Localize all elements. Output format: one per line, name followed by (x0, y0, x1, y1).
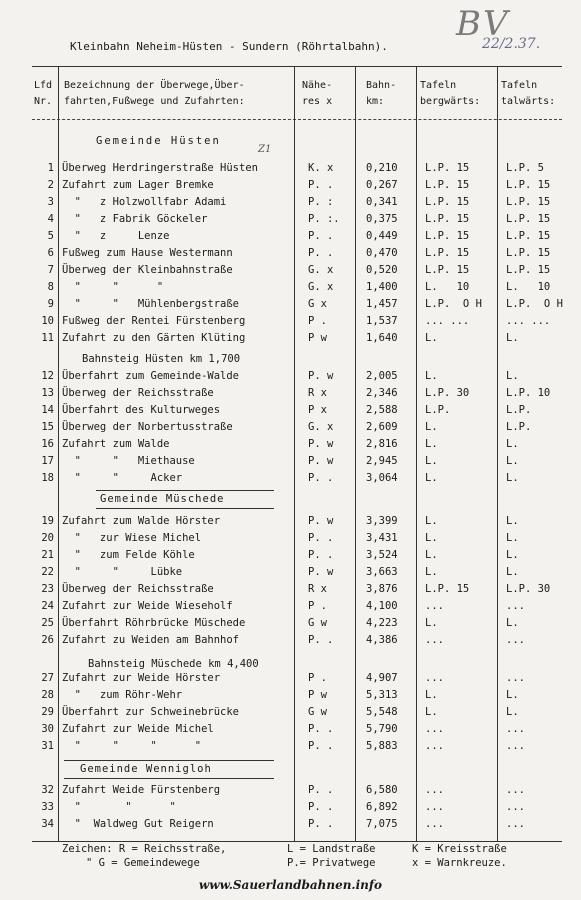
row-signs-downhill: ... (506, 600, 525, 612)
row-description: " " " " (62, 740, 202, 752)
row-near-code: P. . (308, 247, 334, 259)
table-row (0, 799, 581, 816)
row-near-code: R x (308, 387, 327, 399)
row-signs-downhill: ... (506, 801, 525, 813)
row-km: 0,341 (366, 196, 398, 208)
row-signs-downhill: L. 10 (506, 281, 551, 293)
row-signs-uphill: L.P. 15 (425, 179, 470, 191)
row-km: 2,005 (366, 370, 398, 382)
row-signs-downhill: L. (506, 532, 519, 544)
row-near-code: P. w (308, 438, 334, 450)
table-row (0, 816, 581, 833)
row-km: 1,640 (366, 332, 398, 344)
row-description: Zufahrt zum Walde (62, 438, 170, 450)
row-km: 7,075 (366, 818, 398, 830)
row-km: 2,588 (366, 404, 398, 416)
row-number: 33 (41, 801, 54, 813)
row-km: 2,816 (366, 438, 398, 450)
row-number: 12 (41, 370, 54, 382)
row-number: 14 (41, 404, 54, 416)
row-km: 0,449 (366, 230, 398, 242)
row-number: 26 (41, 634, 54, 646)
row-near-code: P. w (308, 515, 334, 527)
row-signs-uphill: L.P. 15 (425, 264, 470, 276)
hand-annotation: Z1 (258, 144, 272, 155)
row-description: Fußweg der Rentei Fürstenberg (62, 315, 246, 327)
row-number: 7 (47, 264, 54, 276)
row-number: 16 (41, 438, 54, 450)
row-km: 1,537 (366, 315, 398, 327)
row-near-code: P. . (308, 784, 334, 796)
row-near-code: P. w (308, 455, 334, 467)
row-near-code: K. x (308, 162, 334, 174)
table-row (0, 547, 581, 564)
row-signs-downhill: ... (506, 634, 525, 646)
row-number: 24 (41, 600, 54, 612)
row-description: Zufahrt zum Walde Hörster (62, 515, 221, 527)
row-number: 25 (41, 617, 54, 629)
row-number: 1 (47, 162, 54, 174)
row-description: " " Miethause (62, 455, 195, 467)
footer-url: www.Sauerlandbahnen.info (198, 878, 383, 892)
row-number: 27 (41, 672, 54, 684)
row-signs-downhill: L.P. (506, 421, 532, 433)
row-signs-uphill: L.P. 30 (425, 387, 470, 399)
header-km: Bahn- km: (366, 80, 397, 107)
row-number: 10 (41, 315, 54, 327)
row-signs-uphill: ... ... (425, 315, 470, 327)
row-signs-uphill: L. (425, 617, 438, 629)
row-near-code: P x (308, 404, 327, 416)
row-signs-downhill: ... (506, 784, 525, 796)
row-signs-uphill: L. (425, 549, 438, 561)
row-number: 32 (41, 784, 54, 796)
row-signs-uphill: L. (425, 706, 438, 718)
row-near-code: P. . (308, 472, 334, 484)
row-description: Überfahrt des Kulturweges (62, 404, 221, 416)
row-near-code: P. : (308, 196, 334, 208)
row-km: 3,064 (366, 472, 398, 484)
table-row (0, 470, 581, 487)
table-row (0, 160, 581, 177)
stamp-mark: BV (456, 4, 510, 44)
table-row (0, 296, 581, 313)
row-signs-downhill: L.P. 15 (506, 213, 551, 225)
table-row (0, 245, 581, 262)
row-signs-downhill: L.P. 30 (506, 583, 551, 595)
row-signs-uphill: L.P. 15 (425, 583, 470, 595)
row-description: " " " (62, 281, 164, 293)
table-row (0, 436, 581, 453)
table-row (0, 721, 581, 738)
row-signs-downhill: L. (506, 438, 519, 450)
row-km: 1,400 (366, 281, 398, 293)
row-km: 0,470 (366, 247, 398, 259)
row-near-code: P. . (308, 723, 334, 735)
row-description: " zur Wiese Michel (62, 532, 202, 544)
table-row (0, 530, 581, 547)
table-row (0, 385, 581, 402)
row-signs-uphill: L. (425, 566, 438, 578)
row-number: 22 (41, 566, 54, 578)
row-signs-downhill: L. (506, 566, 519, 578)
row-description: " " Lübke (62, 566, 183, 578)
row-signs-downhill: L.P. 15 (506, 264, 551, 276)
header-nr: Lfd Nr. (34, 80, 53, 107)
row-signs-uphill: L. (425, 515, 438, 527)
row-description: " z Fabrik Göckeler (62, 213, 208, 225)
row-number: 6 (47, 247, 54, 259)
row-description: Zufahrt zu den Gärten Klüting (62, 332, 246, 344)
row-near-code: P. . (308, 740, 334, 752)
row-description: " z Lenze (62, 230, 170, 242)
row-number: 9 (47, 298, 54, 310)
row-number: 11 (41, 332, 54, 344)
table-row (0, 513, 581, 530)
section-rule (64, 778, 274, 779)
header-berg: Tafeln bergwärts: (420, 80, 481, 107)
row-near-code: P. . (308, 549, 334, 561)
row-signs-uphill: L. (425, 472, 438, 484)
row-near-code: P . (308, 315, 327, 327)
row-signs-downhill: ... (506, 723, 525, 735)
row-number: 8 (47, 281, 54, 293)
table-row (0, 738, 581, 755)
row-near-code: P. :. (308, 213, 340, 225)
header-desc: Bezeichnung der Überwege,Über- fahrten,Fußwege und Zufahrten: (64, 80, 245, 107)
row-signs-downhill: ... (506, 818, 525, 830)
row-near-code: P w (308, 689, 327, 701)
row-description: Zufahrt zum Lager Bremke (62, 179, 214, 191)
row-near-code: P . (308, 600, 327, 612)
row-signs-downhill: L. (506, 472, 519, 484)
row-signs-downhill: L.P. 15 (506, 247, 551, 259)
row-description: Zufahrt zur Weide Wieseholf (62, 600, 233, 612)
row-signs-downhill: L.P. 15 (506, 230, 551, 242)
row-description: Überfahrt zur Schweinebrücke (62, 706, 240, 718)
row-signs-uphill: L.P. 15 (425, 230, 470, 242)
table-row (0, 704, 581, 721)
row-km: 4,223 (366, 617, 398, 629)
row-signs-downhill: L.P. 15 (506, 196, 551, 208)
row-description: Zufahrt zur Weide Michel (62, 723, 214, 735)
row-near-code: G w (308, 706, 327, 718)
table-row (0, 330, 581, 347)
date-note: 22/2.37. (482, 36, 541, 52)
row-description: Überweg der Reichsstraße (62, 387, 214, 399)
row-signs-uphill: L.P. 15 (425, 247, 470, 259)
row-km: 4,100 (366, 600, 398, 612)
row-signs-uphill: L.P. 15 (425, 162, 470, 174)
table-row (0, 368, 581, 385)
row-number: 20 (41, 532, 54, 544)
row-number: 21 (41, 549, 54, 561)
row-km: 5,313 (366, 689, 398, 701)
table-row (0, 402, 581, 419)
table-row (0, 581, 581, 598)
row-km: 0,267 (366, 179, 398, 191)
row-signs-uphill: L. (425, 455, 438, 467)
table-top-rule (32, 66, 562, 67)
row-signs-downhill: ... (506, 740, 525, 752)
table-row (0, 419, 581, 436)
document-title: Kleinbahn Neheim-Hüsten - Sundern (Röhrtalbahn). (70, 40, 388, 53)
row-description: " " Mühlenbergstraße (62, 298, 240, 310)
row-km: 2,945 (366, 455, 398, 467)
table-row (0, 453, 581, 470)
row-signs-uphill: L. (425, 370, 438, 382)
row-signs-downhill: L. (506, 455, 519, 467)
row-signs-uphill: L. (425, 332, 438, 344)
table-row (0, 615, 581, 632)
row-signs-downhill: L. (506, 370, 519, 382)
row-signs-uphill: ... (425, 784, 444, 796)
row-near-code: G w (308, 617, 327, 629)
row-km: 0,375 (366, 213, 398, 225)
row-description: " Waldweg Gut Reigern (62, 818, 214, 830)
row-signs-downhill: L. (506, 617, 519, 629)
row-description: " zum Röhr-Wehr (62, 689, 183, 701)
row-near-code: R x (308, 583, 327, 595)
row-km: 4,386 (366, 634, 398, 646)
row-signs-downhill: ... ... (506, 315, 551, 327)
row-near-code: G. x (308, 264, 334, 276)
row-signs-uphill: L.P. (425, 404, 451, 416)
section-heading-huesten: Gemeinde Hüsten (96, 135, 221, 147)
row-signs-downhill: L.P. O H (506, 298, 563, 310)
row-near-code: P w (308, 332, 327, 344)
table-row (0, 177, 581, 194)
row-number: 18 (41, 472, 54, 484)
row-signs-downhill: L.P. 5 (506, 162, 544, 174)
table-row (0, 598, 581, 615)
table-row (0, 313, 581, 330)
row-near-code: P. . (308, 532, 334, 544)
table-row (0, 279, 581, 296)
row-signs-uphill: ... (425, 740, 444, 752)
row-signs-downhill: L. (506, 549, 519, 561)
row-km: 0,210 (366, 162, 398, 174)
row-km: 3,431 (366, 532, 398, 544)
header-tal: Tafeln talwärts: (501, 80, 556, 107)
row-description: " z Holzwollfabr Adami (62, 196, 227, 208)
table-row (0, 632, 581, 649)
row-signs-uphill: ... (425, 634, 444, 646)
row-number: 3 (47, 196, 54, 208)
row-km: 1,457 (366, 298, 398, 310)
row-signs-downhill: L.P. 15 (506, 179, 551, 191)
row-number: 17 (41, 455, 54, 467)
row-number: 13 (41, 387, 54, 399)
row-km: 3,663 (366, 566, 398, 578)
row-signs-downhill: L.P. (506, 404, 532, 416)
row-signs-uphill: L. (425, 689, 438, 701)
row-near-code: P. . (308, 230, 334, 242)
row-number: 29 (41, 706, 54, 718)
row-near-code: P. . (308, 818, 334, 830)
row-description: Überweg Herdringerstraße Hüsten (62, 162, 258, 174)
row-number: 4 (47, 213, 54, 225)
row-signs-downhill: L. (506, 515, 519, 527)
row-description: " " Acker (62, 472, 183, 484)
row-near-code: G x (308, 298, 327, 310)
table-row (0, 228, 581, 245)
table-row (0, 782, 581, 799)
row-description: Zufahrt zu Weiden am Bahnhof (62, 634, 240, 646)
legend-line-1: Zeichen: R = Reichsstraße, L = Landstraße K = Kreisstraße (62, 843, 507, 855)
row-near-code: G. x (308, 281, 334, 293)
row-number: 23 (41, 583, 54, 595)
station-muschede: Bahnsteig Müschede km 4,400 (88, 658, 259, 670)
row-signs-downhill: L.P. 10 (506, 387, 551, 399)
row-number: 31 (41, 740, 54, 752)
row-signs-uphill: L. (425, 438, 438, 450)
row-km: 5,883 (366, 740, 398, 752)
row-description: Überweg der Norbertusstraße (62, 421, 233, 433)
row-signs-uphill: L.P. 15 (425, 196, 470, 208)
row-description: Überweg der Reichsstraße (62, 583, 214, 595)
row-near-code: P. w (308, 566, 334, 578)
row-near-code: P . (308, 672, 327, 684)
row-description: " zum Felde Köhle (62, 549, 195, 561)
table-row (0, 687, 581, 704)
legend-line-2: " G = Gemeindewege P.= Privatwege x = Warnkreuze. (86, 857, 507, 869)
row-signs-uphill: ... (425, 818, 444, 830)
row-description: Zufahrt Weide Fürstenberg (62, 784, 221, 796)
row-km: 3,399 (366, 515, 398, 527)
row-km: 4,907 (366, 672, 398, 684)
row-km: 5,548 (366, 706, 398, 718)
table-row (0, 564, 581, 581)
row-number: 15 (41, 421, 54, 433)
row-number: 19 (41, 515, 54, 527)
row-signs-uphill: L.P. O H (425, 298, 482, 310)
row-signs-downhill: L. (506, 689, 519, 701)
header-rule (32, 119, 562, 120)
row-km: 6,580 (366, 784, 398, 796)
row-km: 0,520 (366, 264, 398, 276)
row-description: Überweg der Kleinbahnstraße (62, 264, 233, 276)
row-near-code: G. x (308, 421, 334, 433)
row-number: 30 (41, 723, 54, 735)
row-number: 28 (41, 689, 54, 701)
row-signs-uphill: L. (425, 421, 438, 433)
row-number: 34 (41, 818, 54, 830)
row-km: 2,346 (366, 387, 398, 399)
row-km: 2,609 (366, 421, 398, 433)
section-heading-wennigloh: Gemeinde Wennigloh (80, 763, 212, 775)
row-km: 6,892 (366, 801, 398, 813)
row-signs-uphill: L. 10 (425, 281, 470, 293)
row-number: 5 (47, 230, 54, 242)
row-near-code: P. . (308, 801, 334, 813)
row-signs-uphill: ... (425, 723, 444, 735)
row-signs-uphill: L.P. 15 (425, 213, 470, 225)
row-km: 3,876 (366, 583, 398, 595)
row-near-code: P. . (308, 634, 334, 646)
row-description: Zufahrt zur Weide Hörster (62, 672, 221, 684)
row-signs-uphill: ... (425, 672, 444, 684)
row-signs-downhill: L. (506, 332, 519, 344)
row-signs-downhill: ... (506, 672, 525, 684)
row-description: Überfahrt Röhrbrücke Müschede (62, 617, 246, 629)
row-number: 2 (47, 179, 54, 191)
section-rule (96, 508, 274, 509)
row-description: Überfahrt zum Gemeinde-Walde (62, 370, 240, 382)
row-near-code: P. w (308, 370, 334, 382)
row-km: 5,790 (366, 723, 398, 735)
row-signs-uphill: ... (425, 600, 444, 612)
row-signs-downhill: L. (506, 706, 519, 718)
row-km: 3,524 (366, 549, 398, 561)
row-description: " " " (62, 801, 176, 813)
row-signs-uphill: ... (425, 801, 444, 813)
section-heading-muschede: Gemeinde Müschede (100, 493, 225, 505)
row-near-code: P. . (308, 179, 334, 191)
table-row (0, 262, 581, 279)
row-signs-uphill: L. (425, 532, 438, 544)
table-row (0, 211, 581, 228)
header-near: Nähe- res x (302, 80, 333, 107)
table-row (0, 194, 581, 211)
station-huesten: Bahnsteig Hüsten km 1,700 (82, 353, 241, 365)
row-description: Fußweg zum Hause Westermann (62, 247, 233, 259)
